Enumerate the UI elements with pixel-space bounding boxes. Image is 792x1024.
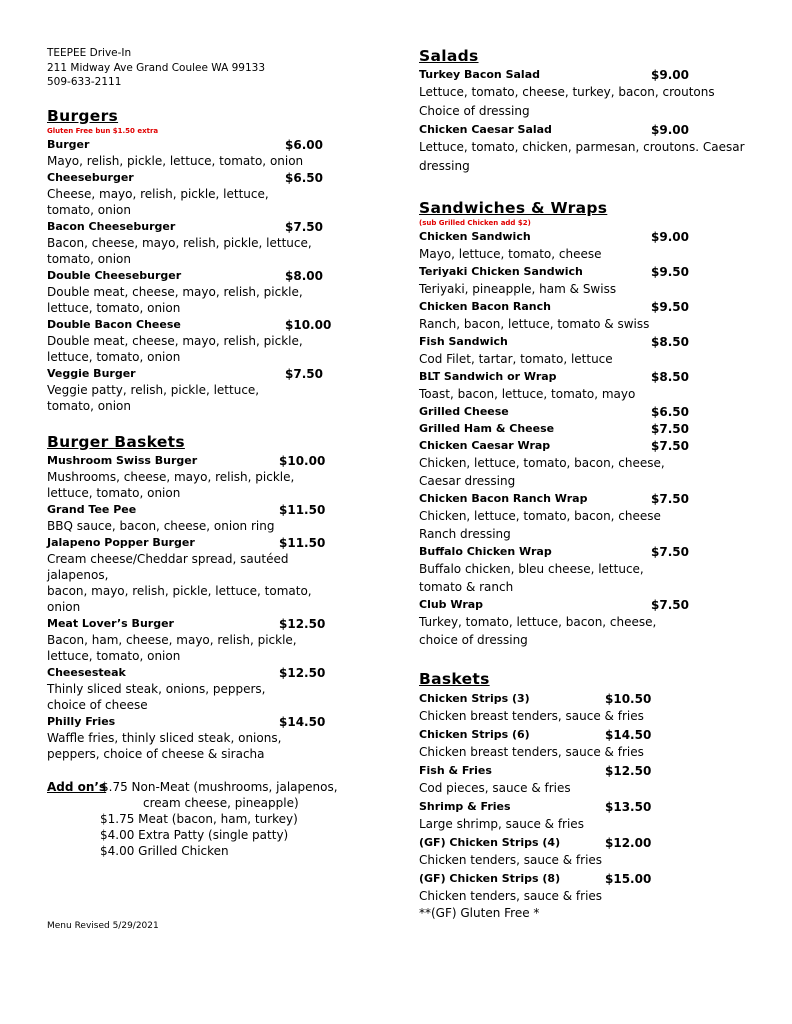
item-description: choice of dressing xyxy=(419,633,528,647)
menu-item xyxy=(47,317,347,365)
item-description: Thinly sliced steak, onions, peppers, xyxy=(47,681,266,696)
item-description: Cheese, mayo, relish, pickle, lettuce, xyxy=(47,186,269,201)
item-description: Cod pieces, sauce & fries xyxy=(419,781,571,795)
item-description: Mushrooms, cheese, mayo, relish, pickle, xyxy=(47,469,295,484)
item-name: Grilled Cheese xyxy=(419,405,509,418)
item-description: Chicken breast tenders, sauce & fries xyxy=(419,709,644,723)
item-price: $7.50 xyxy=(651,422,689,436)
menu-item xyxy=(419,544,759,596)
item-description: Teriyaki, pineapple, ham & Swiss xyxy=(419,282,617,296)
addon-line: $4.00 Grilled Chicken xyxy=(100,843,229,858)
item-description: Mayo, relish, pickle, lettuce, tomato, onion xyxy=(47,153,304,168)
baskets-list xyxy=(419,691,759,905)
item-price: $6.50 xyxy=(651,405,689,419)
menu-item xyxy=(47,616,347,664)
menu-item xyxy=(47,714,347,762)
item-description: Caesar dressing xyxy=(419,474,516,488)
item-price: $13.50 xyxy=(605,800,652,814)
item-description: Double meat, cheese, mayo, relish, pickle, xyxy=(47,284,303,299)
item-price: $7.50 xyxy=(651,598,689,612)
item-price: $10.00 xyxy=(279,453,326,468)
item-name: Chicken Strips (3) xyxy=(419,692,530,705)
item-description: Ranch dressing xyxy=(419,527,511,541)
item-description: dressing xyxy=(419,159,470,173)
item-price: $11.50 xyxy=(279,502,326,517)
burger-baskets-list xyxy=(47,453,347,762)
burger-baskets-title: Burger Baskets xyxy=(47,432,185,451)
addon-line: cream cheese, pineapple) xyxy=(143,795,299,810)
menu-item xyxy=(419,229,759,263)
item-price: $9.50 xyxy=(651,300,689,314)
salads-title: Salads xyxy=(419,47,479,65)
item-price: $7.50 xyxy=(651,439,689,453)
menu-item xyxy=(419,404,759,420)
item-description: lettuce, tomato, onion xyxy=(47,648,181,663)
item-name: (GF) Chicken Strips (8) xyxy=(419,872,561,885)
item-description: Bacon, ham, cheese, mayo, relish, pickle, xyxy=(47,632,297,647)
item-price: $7.50 xyxy=(651,545,689,559)
item-description: lettuce, tomato, onion xyxy=(47,485,181,500)
item-name: Meat Lover’s Burger xyxy=(47,616,174,630)
left-column xyxy=(47,46,347,859)
menu-item xyxy=(47,535,347,615)
item-name: Double Bacon Cheese xyxy=(47,317,181,331)
item-name: Philly Fries xyxy=(47,714,116,728)
item-description: Chicken, lettuce, tomato, bacon, cheese xyxy=(419,509,661,523)
item-price: $9.00 xyxy=(651,230,689,244)
item-price: $9.00 xyxy=(651,68,689,82)
item-price: $14.50 xyxy=(279,714,326,729)
restaurant-header xyxy=(47,46,347,90)
item-price: $8.00 xyxy=(285,268,323,283)
item-name: Fish Sandwich xyxy=(419,335,508,348)
item-description: Cod Filet, tartar, tomato, lettuce xyxy=(419,352,613,366)
item-description: tomato & ranch xyxy=(419,580,514,594)
item-description: Chicken tenders, sauce & fries xyxy=(419,889,603,903)
item-name: (GF) Chicken Strips (4) xyxy=(419,836,561,849)
menu-item xyxy=(419,691,759,725)
item-description: Veggie patty, relish, pickle, lettuce, xyxy=(47,382,260,397)
item-name: Teriyaki Chicken Sandwich xyxy=(419,265,583,278)
item-description: Toast, bacon, lettuce, tomato, mayo xyxy=(419,387,636,401)
item-price: $9.00 xyxy=(651,123,689,137)
menu-item xyxy=(419,597,759,649)
menu-item xyxy=(419,727,759,761)
item-description: Turkey, tomato, lettuce, bacon, cheese, xyxy=(419,615,657,629)
addon-line: $.75 Non-Meat (mushrooms, jalapenos, xyxy=(101,779,338,794)
item-description: tomato, onion xyxy=(47,398,131,413)
addon-line: $1.75 Meat (bacon, ham, turkey) xyxy=(100,811,298,826)
addons-section xyxy=(47,779,347,859)
item-description: Lettuce, tomato, cheese, turkey, bacon, croutons xyxy=(419,85,715,99)
item-description: lettuce, tomato, onion xyxy=(47,349,181,364)
addons-label: Add on’s xyxy=(47,779,107,794)
item-description: Chicken breast tenders, sauce & fries xyxy=(419,745,644,759)
item-name: Shrimp & Fries xyxy=(419,800,511,813)
menu-item xyxy=(419,369,759,403)
menu-item xyxy=(47,170,347,218)
item-description: Bacon, cheese, mayo, relish, pickle, lettuce, xyxy=(47,235,312,250)
item-name: BLT Sandwich or Wrap xyxy=(419,370,557,383)
menu-item xyxy=(419,871,759,905)
item-price: $12.50 xyxy=(605,764,652,778)
menu-item xyxy=(47,453,347,501)
item-description: Buffalo chicken, bleu cheese, lettuce, xyxy=(419,562,644,576)
menu-item xyxy=(419,334,759,368)
menu-item xyxy=(419,763,759,797)
menu-item xyxy=(419,438,759,490)
menu-item xyxy=(419,491,759,543)
item-name: Chicken Bacon Ranch Wrap xyxy=(419,492,588,505)
item-description: BBQ sauce, bacon, cheese, onion ring xyxy=(47,518,275,533)
item-price: $14.50 xyxy=(605,728,652,742)
restaurant-name: TEEPEE Drive-In xyxy=(47,47,132,59)
item-name: Chicken Bacon Ranch xyxy=(419,300,551,313)
item-description: peppers, choice of cheese & siracha xyxy=(47,746,265,761)
restaurant-phone: 509-633-2111 xyxy=(47,76,122,88)
item-name: Chicken Caesar Salad xyxy=(419,123,552,136)
item-price: $8.50 xyxy=(651,335,689,349)
menu-item xyxy=(47,268,347,316)
item-price: $12.00 xyxy=(605,836,652,850)
item-name: Club Wrap xyxy=(419,598,484,611)
sandwiches-title: Sandwiches & Wraps xyxy=(419,199,608,217)
item-price: $12.50 xyxy=(279,616,326,631)
item-description: Chicken tenders, sauce & fries xyxy=(419,853,603,867)
item-description: lettuce, tomato, onion xyxy=(47,300,181,315)
item-name: Chicken Strips (6) xyxy=(419,728,530,741)
menu-item xyxy=(419,799,759,833)
menu-item xyxy=(47,366,347,414)
item-description: bacon, mayo, relish, pickle, lettuce, tomato, onion xyxy=(47,583,312,614)
baskets-title: Baskets xyxy=(419,670,490,688)
menu-item xyxy=(419,835,759,869)
gluten-free-note: Gluten Free bun $1.50 extra xyxy=(47,126,159,135)
burgers-title: Burgers xyxy=(47,106,119,125)
item-name: Cheesesteak xyxy=(47,665,126,679)
item-name: Jalapeno Popper Burger xyxy=(47,535,195,549)
burgers-list xyxy=(47,137,347,414)
item-name: Burger xyxy=(47,137,90,151)
item-name: Chicken Sandwich xyxy=(419,230,531,243)
item-name: Bacon Cheeseburger xyxy=(47,219,176,233)
menu-item xyxy=(47,137,347,169)
item-description: Waffle fries, thinly sliced steak, onions, xyxy=(47,730,282,745)
item-price: $8.50 xyxy=(651,370,689,384)
item-description: Cream cheese/Cheddar spread, sautéed jalapenos, xyxy=(47,551,289,582)
item-price: $7.50 xyxy=(285,366,323,381)
addon-line: $4.00 Extra Patty (single patty) xyxy=(100,827,289,842)
menu-item xyxy=(47,219,347,267)
gluten-free-footnote: **(GF) Gluten Free * xyxy=(419,906,540,920)
menu-item xyxy=(47,665,347,713)
item-description: Mayo, lettuce, tomato, cheese xyxy=(419,247,602,261)
sandwiches-list xyxy=(419,229,759,649)
item-price: $12.50 xyxy=(279,665,326,680)
item-name: Fish & Fries xyxy=(419,764,492,777)
item-price: $11.50 xyxy=(279,535,326,550)
item-name: Turkey Bacon Salad xyxy=(419,68,540,81)
item-price: $10.50 xyxy=(605,692,652,706)
item-description: choice of cheese xyxy=(47,697,148,712)
item-name: Double Cheeseburger xyxy=(47,268,182,282)
item-price: $9.50 xyxy=(651,265,689,279)
menu-item xyxy=(419,122,759,176)
item-description: Large shrimp, sauce & fries xyxy=(419,817,584,831)
menu-item xyxy=(419,67,759,121)
item-price: $6.00 xyxy=(285,137,323,152)
item-price: $6.50 xyxy=(285,170,323,185)
menu-item xyxy=(419,421,759,437)
item-description: Chicken, lettuce, tomato, bacon, cheese, xyxy=(419,456,665,470)
sub-chicken-note: (sub Grilled Chicken add $2) xyxy=(419,219,531,227)
item-description: Lettuce, tomato, chicken, parmesan, croutons. Caesar xyxy=(419,140,745,154)
item-description: Double meat, cheese, mayo, relish, pickle, xyxy=(47,333,303,348)
item-description: tomato, onion xyxy=(47,202,131,217)
restaurant-address: 211 Midway Ave Grand Coulee WA 99133 xyxy=(47,61,266,74)
item-name: Grand Tee Pee xyxy=(47,502,137,516)
item-description: Choice of dressing xyxy=(419,104,530,118)
item-price: $7.50 xyxy=(285,219,323,234)
item-name: Grilled Ham & Cheese xyxy=(419,422,555,435)
item-name: Veggie Burger xyxy=(47,366,136,380)
item-price: $7.50 xyxy=(651,492,689,506)
menu-item xyxy=(419,299,759,333)
menu-item xyxy=(419,264,759,298)
menu-revised-date: Menu Revised 5/29/2021 xyxy=(47,921,159,931)
item-description: tomato, onion xyxy=(47,251,131,266)
menu-item xyxy=(47,502,347,534)
item-name: Buffalo Chicken Wrap xyxy=(419,545,552,558)
salads-list xyxy=(419,67,759,176)
right-column xyxy=(419,46,759,921)
item-price: $15.00 xyxy=(605,872,652,886)
item-name: Mushroom Swiss Burger xyxy=(47,453,198,467)
item-name: Cheeseburger xyxy=(47,170,134,184)
item-price: $10.00 xyxy=(285,317,332,332)
item-description: Ranch, bacon, lettuce, tomato & swiss xyxy=(419,317,650,331)
item-name: Chicken Caesar Wrap xyxy=(419,439,551,452)
